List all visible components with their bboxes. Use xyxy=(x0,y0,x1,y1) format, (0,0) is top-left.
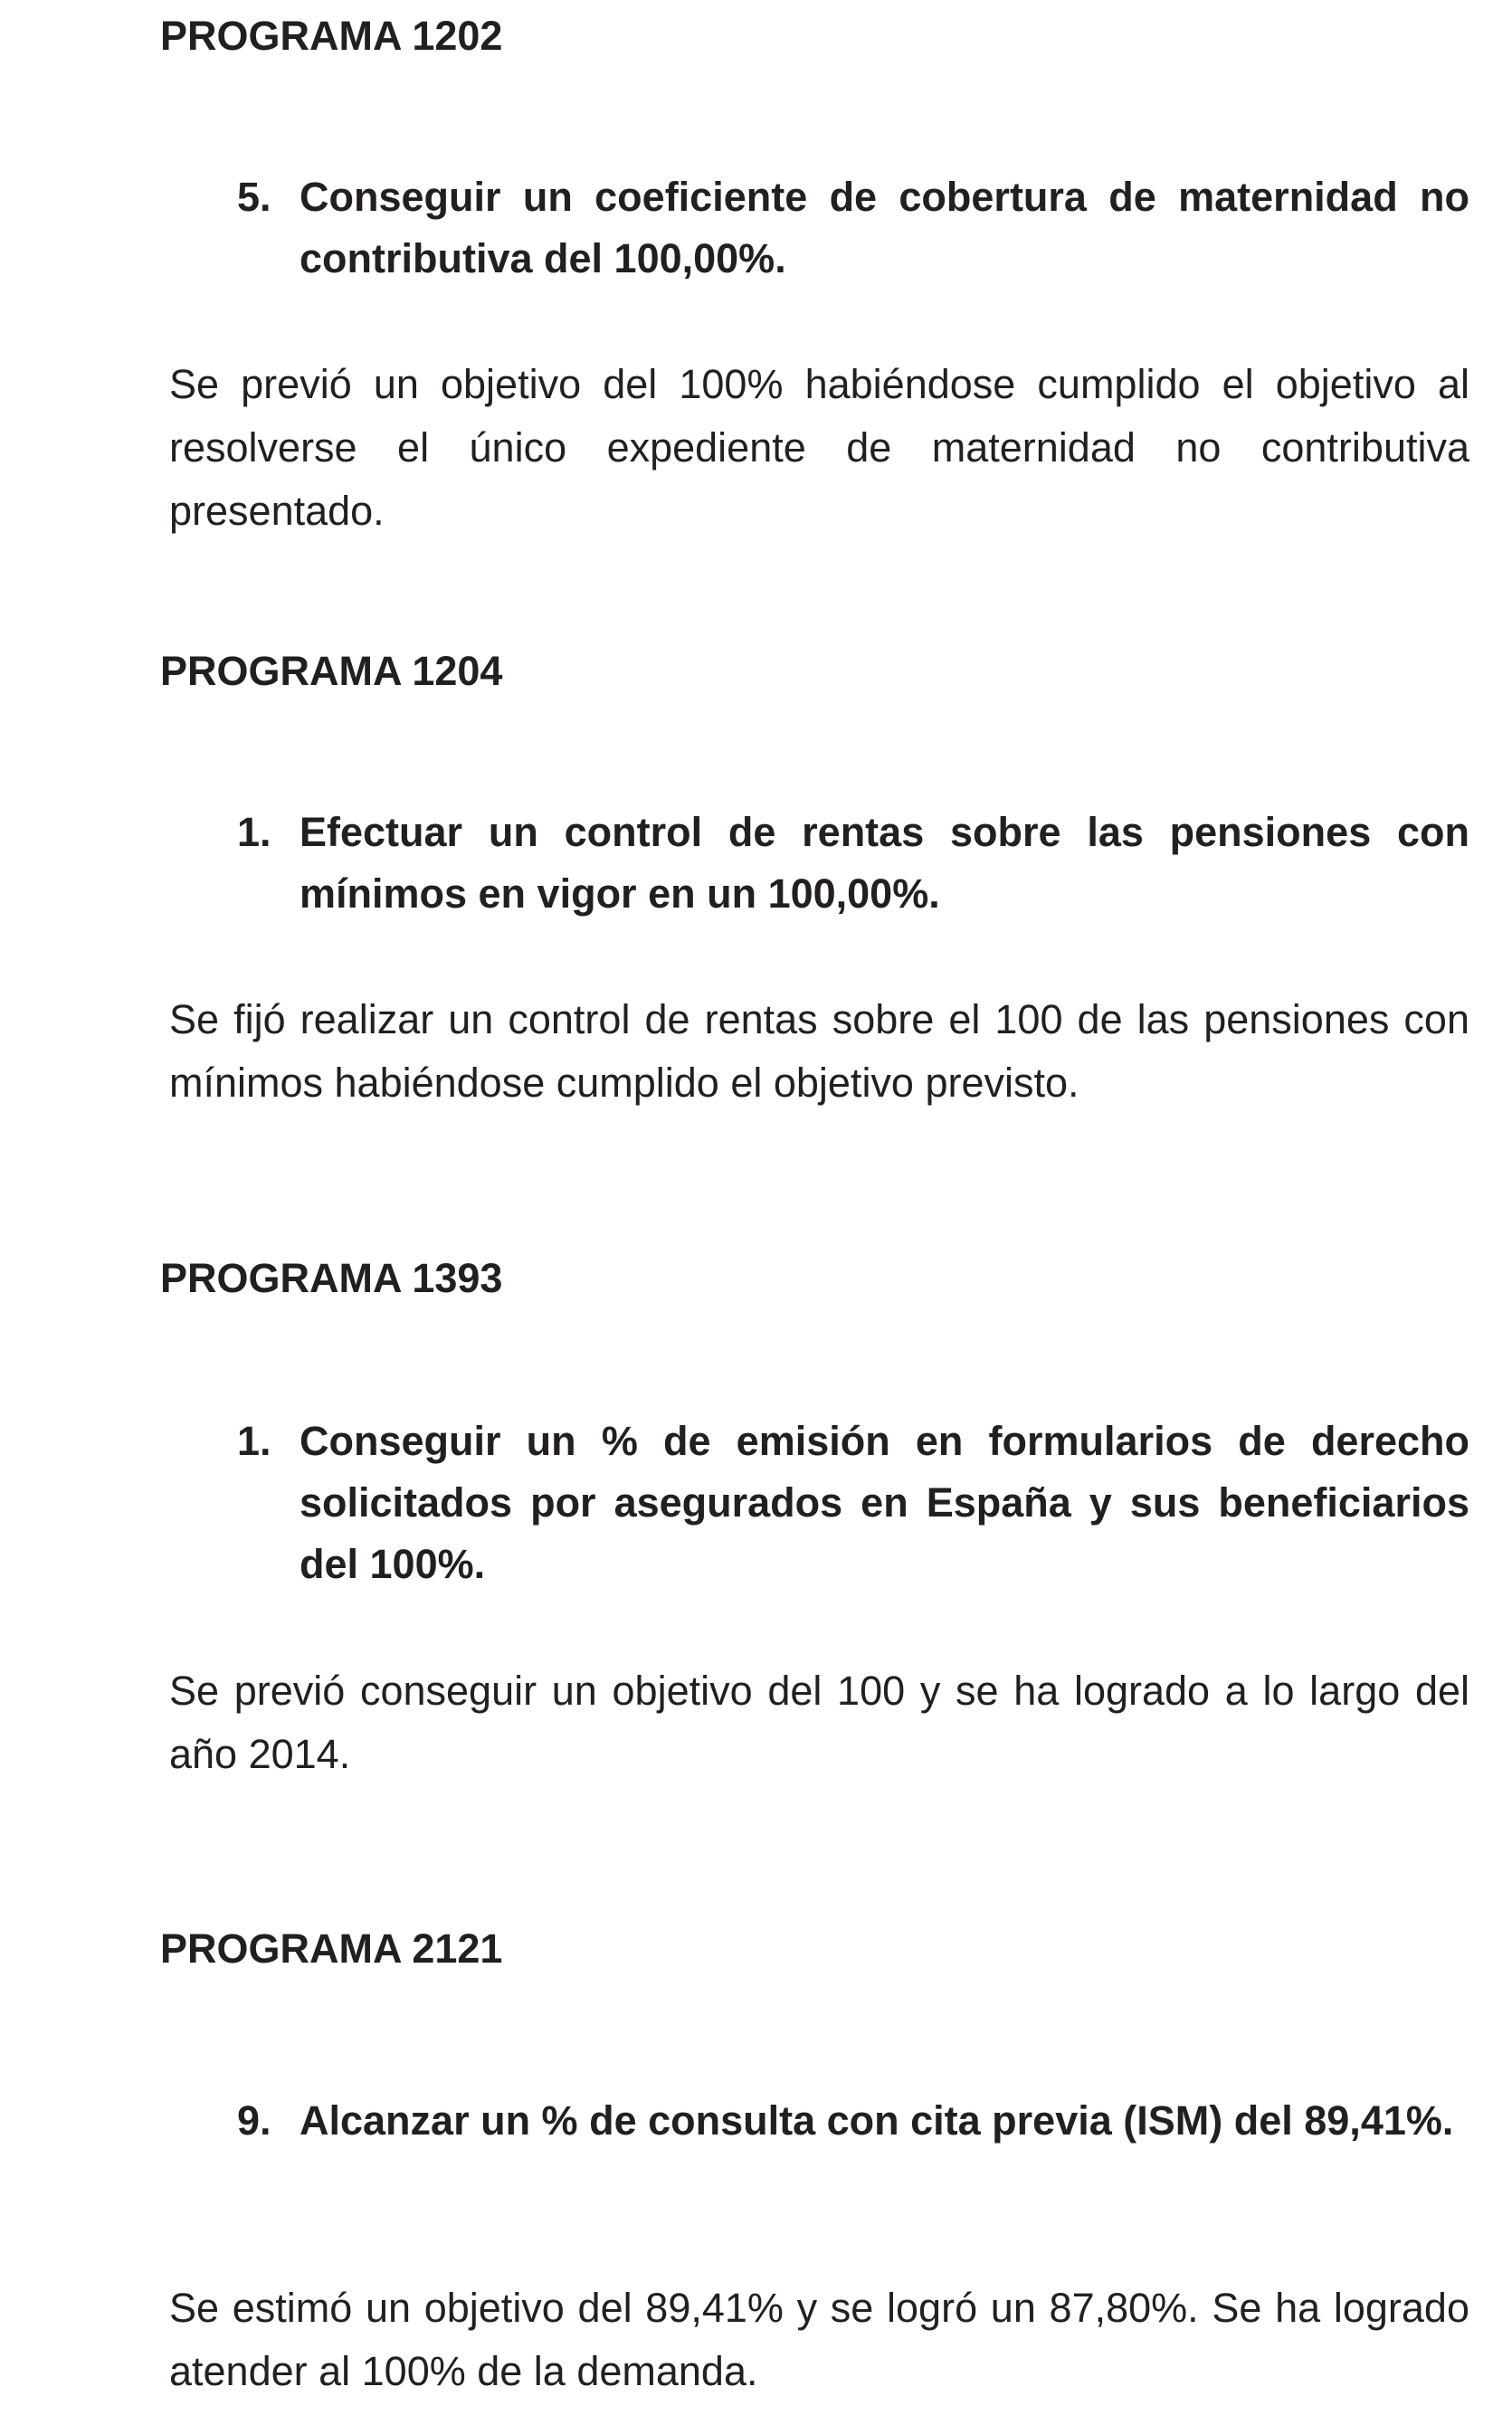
result-paragraph: Se previó conseguir un objetivo del 100 y se ha logrado a lo largo del año 2014. xyxy=(169,1668,1469,1777)
section-heading: PROGRAMA 1393 xyxy=(160,1255,503,1301)
objective-number: 5. xyxy=(237,174,271,220)
objective-text: Alcanzar un % de consulta con cita previa (ISM) del 89,41%. xyxy=(300,2097,1454,2144)
result-paragraph: Se fijó realizar un control de rentas sobre el 100 de las pensiones con mínimos habiéndose cumplido el objetivo previsto. xyxy=(169,996,1469,1106)
result-paragraph: Se estimó un objetivo del 89,41% y se logró un 87,80%. Se ha logrado atender al 100% de la demanda. xyxy=(169,2285,1469,2394)
objective-item xyxy=(237,166,1469,290)
objective-text: Conseguir un coeficiente de cobertura de maternidad no contributiva del 100,00%. xyxy=(300,174,1469,281)
objective-number: 1. xyxy=(237,1418,271,1464)
objective-text: Conseguir un % de emisión en formularios de derecho solicitados por asegurados en España y sus beneficiarios del 100%. xyxy=(300,1418,1469,1587)
objective-number: 1. xyxy=(237,809,271,855)
objective-number: 9. xyxy=(237,2097,271,2144)
objective-item xyxy=(237,2090,1469,2152)
objective-item xyxy=(237,802,1469,925)
section-heading: PROGRAMA 2121 xyxy=(160,1925,503,1972)
objective-item xyxy=(237,1411,1469,1595)
objective-text: Efectuar un control de rentas sobre las pensiones con mínimos en vigor en un 100,00%. xyxy=(300,809,1469,917)
section-heading: PROGRAMA 1204 xyxy=(160,648,503,694)
section-heading: PROGRAMA 1202 xyxy=(160,13,503,59)
result-paragraph: Se previó un objetivo del 100% habiéndose cumplido el objetivo al resolverse el único expediente de maternidad no contributiva presentado. xyxy=(169,361,1469,534)
